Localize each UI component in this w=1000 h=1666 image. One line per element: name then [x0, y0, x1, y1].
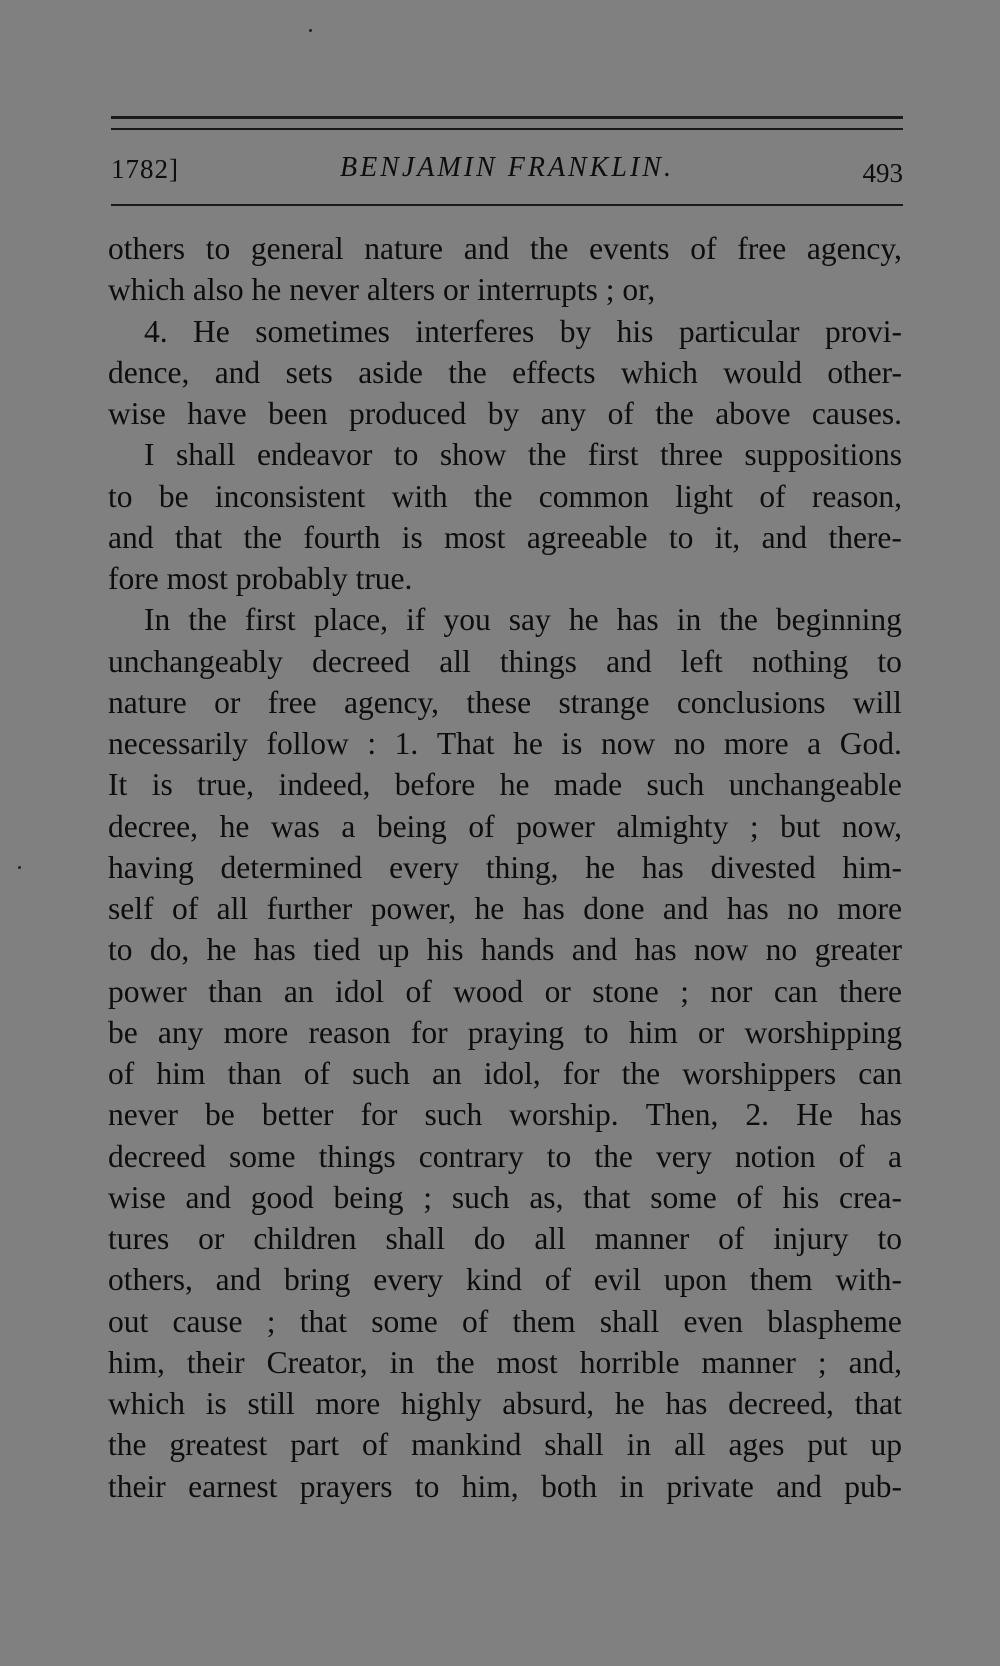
speck-mark	[18, 866, 21, 869]
header-rule-bottom	[111, 204, 903, 206]
text-line: the greatest part of mankind shall in all ages put up	[108, 1427, 902, 1463]
text-line: to do, he has tied up his hands and has now no greater	[108, 932, 902, 968]
text-line: power than an idol of wood or stone ; nor can there	[108, 973, 902, 1009]
text-line: others to general nature and the events of free agency,	[108, 231, 902, 266]
text-line: nature or free agency, these strange conclusions will	[108, 684, 902, 720]
text-line: necessarily follow : 1. That he is now no more a God.	[108, 726, 902, 761]
text-line: It is true, indeed, before he made such unchangeable	[108, 767, 902, 803]
text-line: which is still more highly absurd, he has decreed, that	[108, 1386, 902, 1421]
text-line: self of all further power, he has done and has no more	[108, 891, 902, 926]
text-line: unchangeably decreed all things and left nothing to	[108, 643, 902, 679]
text-line: be any more reason for praying to him or worshipping	[108, 1014, 902, 1050]
text-line: their earnest prayers to him, both in private and pub-	[108, 1468, 902, 1504]
text-line: out cause ; that some of them shall even blaspheme	[108, 1303, 902, 1339]
header-rule-second	[111, 128, 903, 130]
header-year: 1782]	[111, 154, 179, 184]
text-line: never be better for such worship. Then, 2. He has	[108, 1097, 902, 1133]
text-line: I shall endeavor to show the first three suppositions	[144, 437, 902, 473]
text-line: him, their Creator, in the most horrible manner ; and,	[108, 1344, 902, 1380]
speck-mark	[309, 29, 312, 32]
text-line: of him than of such an idol, for the worshippers can	[108, 1056, 902, 1091]
text-line: decreed some things contrary to the very notion of a	[108, 1138, 902, 1174]
text-line: having determined every thing, he has divested him-	[108, 849, 902, 885]
text-line: tures or children shall do all manner of injury to	[108, 1221, 902, 1256]
header-title: BENJAMIN FRANKLIN.	[340, 152, 674, 183]
text-line: dence, and sets aside the effects which would other-	[108, 354, 902, 390]
text-line: which also he never alters or interrupts ; or,	[108, 272, 656, 308]
header-rule-top	[111, 116, 903, 119]
text-line: decree, he was a being of power almighty ; but now,	[108, 808, 902, 844]
text-line: and that the fourth is most agreeable to it, and there-	[108, 519, 902, 555]
text-line: 4. He sometimes interferes by his particular provi-	[144, 313, 902, 349]
running-head	[111, 150, 903, 194]
text-line: wise and good being ; such as, that some of his crea-	[108, 1179, 902, 1215]
text-line: In the first place, if you say he has in the beginning	[144, 602, 902, 638]
page-number: 493	[862, 158, 903, 188]
text-line: fore most probably true.	[108, 561, 413, 596]
text-line: to be inconsistent with the common light of reason,	[108, 478, 902, 514]
text-line: others, and bring every kind of evil upon them with-	[108, 1262, 902, 1298]
text-line: wise have been produced by any of the above causes.	[108, 396, 902, 431]
body-text	[108, 228, 902, 1507]
